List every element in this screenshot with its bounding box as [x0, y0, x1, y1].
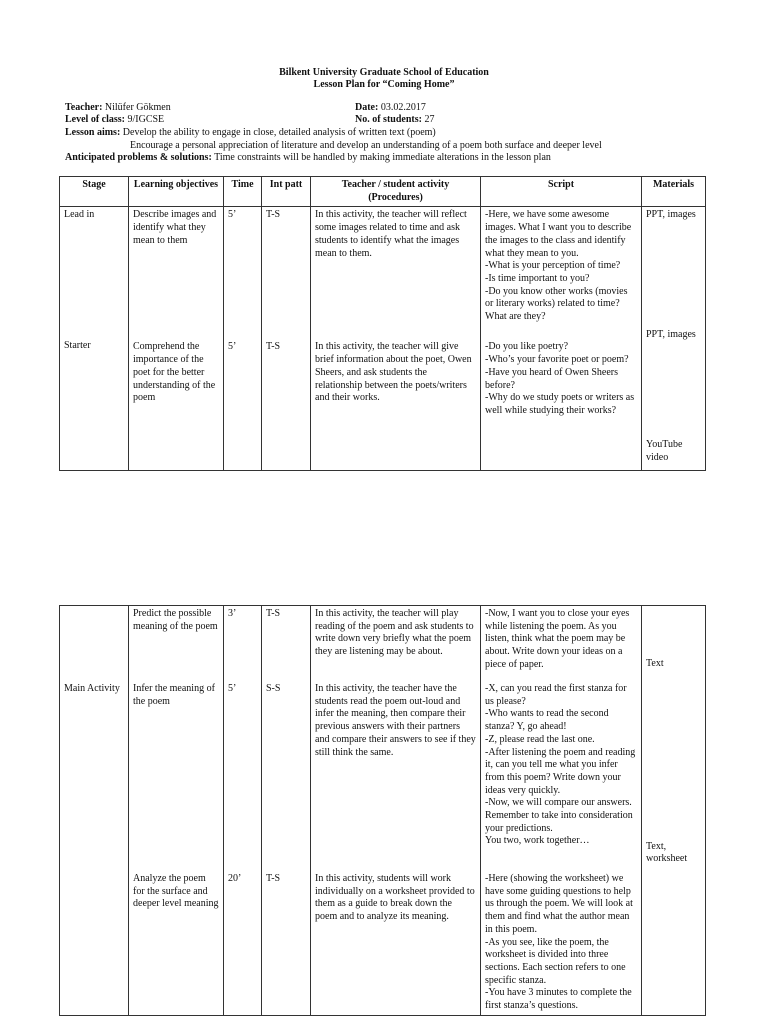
script-line: -Is time important to you? [485, 272, 590, 284]
document-title: Bilkent University Graduate School of Education [279, 67, 489, 78]
time-infer: 5’ [228, 683, 237, 694]
teacher-value: Nilüfer Gökmen [102, 102, 171, 113]
script-line: -As you see, like the poem, the worksheet is divided into three sections. Each section refers to one specific stanza. [485, 936, 626, 986]
lesson-plan-table-1 [59, 176, 706, 471]
header-objectives: Learning objectives [129, 177, 224, 207]
time-lead-in: 5’ [228, 209, 237, 221]
stage-main-activity: Main Activity [64, 683, 120, 694]
students-line [355, 114, 434, 127]
script-line: -What is your perception of time? [485, 260, 621, 272]
time-predict: 3’ [228, 608, 237, 619]
script-line: -Do you know other works (movies or literary works) related to time? What are they? [485, 285, 628, 323]
script-line: -After listening the poem and reading it, can you tell me what you infer from this poem? Write down your ideas very quickly. [485, 746, 636, 796]
header-activity: Teacher / student activity (Procedures) [311, 177, 481, 207]
header-materials: Materials [642, 177, 706, 207]
lesson-plan-table-2 [59, 605, 706, 1016]
problems-value: Time constraints will be handled by making immediate alterations in the lesson plan [211, 152, 551, 163]
stage-starter: Starter [64, 340, 91, 352]
document-subtitle: Lesson Plan for “Coming Home” [313, 79, 455, 90]
script-line: -Do you like poetry? [485, 341, 569, 353]
aim-2: Encourage a personal appreciation of literature and develop an understanding of a poem both surface and deeper level [130, 140, 602, 151]
teacher-line [65, 102, 171, 115]
level-value: 9/IGCSE [125, 114, 165, 125]
script-line: You two, work together… [485, 835, 590, 847]
materials-starter: PPT, images [646, 329, 696, 341]
activity-lead-in: In this activity, the teacher will reflect some images related to time and ask students to identify what the images mean to them. [315, 209, 467, 259]
header-stage: Stage [60, 177, 129, 207]
header-time: Time [224, 177, 262, 207]
script-line: -Who’s your favorite poet or poem? [485, 354, 629, 366]
date-label: Date: [355, 102, 379, 113]
aim-1: Develop the ability to engage in close, detailed analysis of written text (poem) [120, 127, 436, 138]
materials-infer: Text, worksheet [646, 840, 688, 865]
materials-lead-in: PPT, images [646, 209, 696, 221]
activity-infer: In this activity, the teacher have the students read the poem out-loud and infer the meaning, then compare their previous answers with their partners and compare their answers to see if they still think the same. [315, 683, 476, 758]
time-analyze: 20’ [228, 873, 242, 884]
problems-line [65, 152, 551, 165]
table-row [60, 606, 706, 1016]
materials-video: YouTube video [646, 438, 683, 463]
aims-label: Lesson aims: [65, 127, 121, 138]
materials-predict: Text [646, 658, 664, 669]
script-line: -Z, please read the last one. [485, 733, 595, 745]
activity-predict: In this activity, the teacher will play reading of the poem and ask students to write down very briefly what the poem they are listening may be about. [315, 608, 474, 658]
patt-infer: S-S [266, 683, 281, 694]
patt-starter: T-S [266, 341, 281, 353]
script-line: -Here (showing the worksheet) we have some guiding questions to help us through the poem. We will look at them and find what the author mean in this poem. [485, 873, 633, 935]
level-line [65, 114, 164, 127]
level-label: Level of class: [65, 114, 125, 125]
table-row [60, 207, 706, 471]
header-script: Script [481, 177, 642, 207]
script-line: -Have you heard of Owen Sheers before? [485, 366, 619, 391]
activity-starter: In this activity, the teacher will give brief information about the poet, Owen Sheers, and ask students the relationship between the poets/writers and their works. [315, 341, 472, 404]
script-line: -You have 3 minutes to complete the first stanza’s questions. [485, 987, 632, 1012]
script-line: -Now, I want you to close your eyes while listening the poem. As you listen, think what the poem may be about. Write down your ideas on a piece of paper. [485, 608, 630, 670]
patt-predict: T-S [266, 608, 281, 619]
objective-lead-in: Describe images and identify what they mean to them [133, 209, 217, 246]
aims-line [65, 127, 436, 140]
activity-analyze: In this activity, students will work individually on a worksheet provided to them as a guide to break down the poem and to analyze its meaning. [315, 873, 475, 923]
stage-lead-in: Lead in [64, 209, 95, 221]
time-starter: 5’ [228, 341, 237, 353]
students-label: No. of students: [355, 114, 422, 125]
script-line: -Why do we study poets or writers as well while studying their works? [485, 392, 635, 416]
script-line: -Now, we will compare our answers. Remember to take into consideration your predictions. [485, 797, 633, 834]
objective-starter: Comprehend the importance of the poet for the better understanding of the poem [133, 341, 216, 404]
script-line: -X, can you read the first stanza for us please? [485, 683, 627, 707]
patt-lead-in: T-S [266, 209, 281, 221]
date-value: 03.02.2017 [378, 102, 426, 113]
script-line: -Here, we have some awesome images. What I want you to describe the images to the class and identify what they mean to you. [485, 209, 632, 259]
header-int-patt: Int patt [262, 177, 311, 207]
patt-analyze: T-S [266, 873, 281, 884]
objective-predict: Predict the possible meaning of the poem [133, 608, 218, 632]
teacher-label: Teacher: [65, 102, 103, 113]
objective-infer: Infer the meaning of the poem [133, 683, 215, 707]
script-line: -Who wants to read the second stanza? Y, go ahead! [485, 708, 609, 733]
problems-label: Anticipated problems & solutions: [65, 152, 212, 163]
objective-analyze: Analyze the poem for the surface and deeper level meaning [133, 873, 219, 910]
date-line [355, 102, 426, 115]
students-value: 27 [421, 114, 435, 125]
